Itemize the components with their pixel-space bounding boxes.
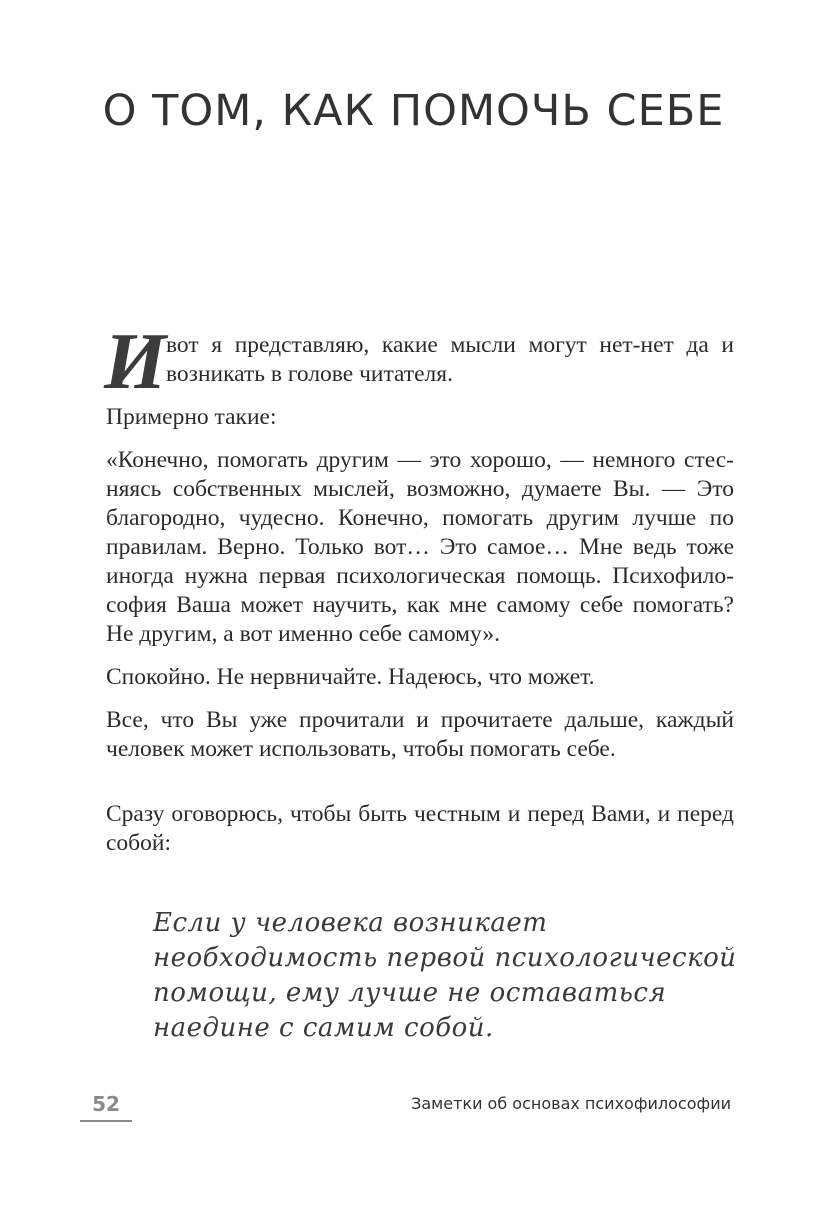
- handwritten-quote: Если у человека возникает необходимость первой психологической помощи, ему лучше не оставаться наедине с самим собой.: [153, 908, 737, 1043]
- body-text: [104, 318, 734, 872]
- paragraph-4: Спокойно. Не нервничайте. Надеюсь, что может.: [106, 664, 595, 690]
- paragraph-1-text: вот я представляю, какие мысли могут нет-нет да и возникать в голове читателя.: [166, 332, 734, 387]
- paragraph-5: Все, что Вы уже прочитали и прочитаете дальше, каждый человек может использовать, чтобы помогать себе.: [106, 707, 734, 762]
- running-footer-title: Заметки об основах психофилософии: [411, 1094, 731, 1113]
- paragraph-6: Сразу оговорюсь, чтобы быть честным и перед Вами, и перед собой:: [106, 801, 734, 856]
- page-title: О ТОМ, КАК ПОМОЧЬ СЕБЕ: [102, 86, 725, 136]
- paragraph-1: [104, 318, 734, 406]
- paragraph-3: «Конечно, помогать другим — это хорошо, — немного стесняясь собственных мыслей, возможно, думаете Вы. — Это благородно, чудесно. Конечно, помогать другим лучше по правилам. Верно. Только вот… Это самое… Мне ведь тоже иногда нужна первая психологическая помощь. Психофилософия Ваша может научить, как мне самому себе помогать? Не другим, а вот именно себе самому».: [106, 447, 734, 647]
- page-number: 52: [80, 1090, 132, 1122]
- drop-cap: И: [104, 318, 167, 406]
- paragraph-2: Примерно такие:: [106, 404, 277, 430]
